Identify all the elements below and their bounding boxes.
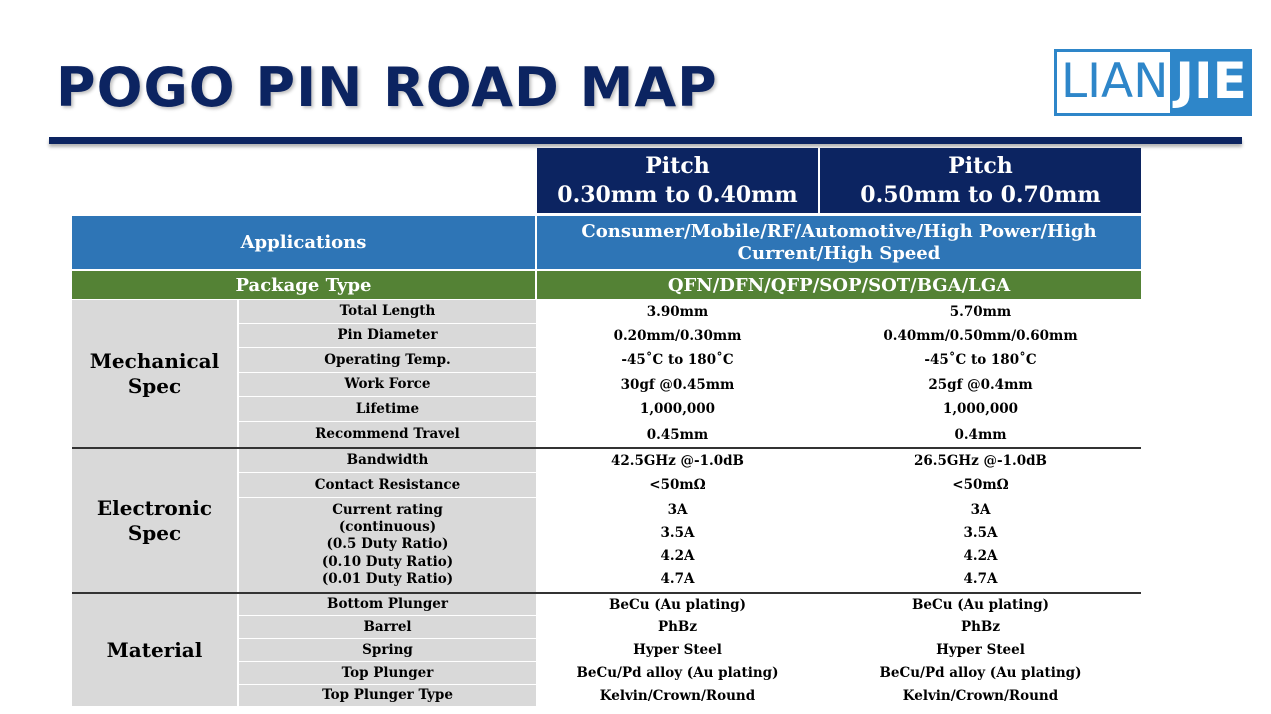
- spec-label-bottom-plunger: Bottom Plunger: [239, 594, 536, 615]
- value-top-plunger-type-a: Kelvin/Crown/Round: [599, 687, 756, 704]
- logo-text-lian: LIAN: [1054, 49, 1170, 116]
- mechanical-spec-group: Mechanical Spec: [72, 300, 237, 447]
- material-group: Material: [72, 594, 237, 706]
- spec-label-contact-resistance: Contact Resistance: [239, 473, 536, 497]
- value-contact-resistance-b: <50mΩ: [952, 477, 1009, 493]
- spec-label-total-length: Total Length: [239, 300, 536, 323]
- current-value: 3A: [667, 501, 688, 518]
- applications-label: Applications: [72, 216, 535, 269]
- value-work-force-b: 25gf @0.4mm: [928, 376, 1033, 393]
- current-value: 4.7A: [660, 571, 695, 588]
- value-top-plunger-type-b: Kelvin/Crown/Round: [902, 687, 1059, 704]
- value-current-rating-b: [820, 498, 1141, 592]
- electronic-spec-group: Electronic Spec: [72, 449, 237, 592]
- spec-label-barrel: Barrel: [239, 616, 536, 638]
- current-value: 4.2A: [963, 548, 998, 565]
- current-value: 4.2A: [660, 548, 695, 565]
- company-logo: [1054, 49, 1252, 116]
- value-total-length-a: 3.90mm: [646, 303, 709, 320]
- value-pin-diameter-b: 0.40mm/0.50mm/0.60mm: [883, 327, 1078, 344]
- current-value: 3.5A: [963, 524, 998, 541]
- column-header-pitch-small: [537, 148, 818, 213]
- column-header-line1: Pitch: [645, 152, 710, 179]
- value-top-plunger-a: BeCu/Pd alloy (Au plating): [576, 665, 779, 681]
- current-rating-line: (0.5 Duty Ratio): [326, 536, 449, 553]
- spec-label-recommend-travel: Recommend Travel: [239, 422, 536, 447]
- column-header-line2: 0.30mm to 0.40mm: [557, 181, 798, 208]
- value-top-plunger-b: BeCu/Pd alloy (Au plating): [879, 665, 1082, 681]
- package-type-label: Package Type: [72, 271, 535, 299]
- value-contact-resistance-a: <50mΩ: [649, 477, 706, 493]
- value-bandwidth-b: 26.5GHz @-1.0dB: [914, 452, 1047, 469]
- logo-text-jie: JIE: [1170, 49, 1251, 116]
- spec-label-lifetime: Lifetime: [239, 397, 536, 421]
- current-value: 4.7A: [963, 571, 998, 588]
- spec-label-top-plunger: Top Plunger: [239, 662, 536, 684]
- package-type-value: QFN/DFN/QFP/SOP/SOT/BGA/LGA: [537, 271, 1141, 299]
- value-spring-b: Hyper Steel: [936, 642, 1025, 658]
- column-header-line1: Pitch: [948, 152, 1013, 179]
- value-lifetime-a: 1,000,000: [639, 401, 716, 417]
- spec-label-pin-diameter: Pin Diameter: [239, 324, 536, 347]
- value-bottom-plunger-a: BeCu (Au plating): [609, 596, 746, 613]
- value-operating-temp-a: -45˚C to 180˚C: [621, 352, 734, 368]
- current-rating-line: Current rating: [332, 502, 443, 519]
- value-pin-diameter-a: 0.20mm/0.30mm: [613, 327, 742, 344]
- current-rating-line: (continuous): [338, 519, 437, 536]
- value-bottom-plunger-b: BeCu (Au plating): [912, 596, 1049, 613]
- value-current-rating-a: [537, 498, 818, 592]
- value-lifetime-b: 1,000,000: [942, 401, 1019, 417]
- value-recommend-travel-a: 0.45mm: [646, 426, 709, 443]
- current-rating-line: (0.10 Duty Ratio): [321, 553, 454, 570]
- spec-label-operating-temp: Operating Temp.: [239, 348, 536, 372]
- spec-label-top-plunger-type: Top Plunger Type: [239, 685, 536, 706]
- value-bandwidth-a: 42.5GHz @-1.0dB: [611, 452, 744, 469]
- spec-label-current-rating: [239, 498, 536, 592]
- value-total-length-b: 5.70mm: [949, 303, 1012, 320]
- column-header-line2: 0.50mm to 0.70mm: [860, 181, 1101, 208]
- current-value: 3A: [970, 501, 991, 518]
- spec-label-bandwidth: Bandwidth: [239, 449, 536, 472]
- value-recommend-travel-b: 0.4mm: [954, 426, 1007, 443]
- value-spring-a: Hyper Steel: [633, 642, 722, 658]
- value-operating-temp-b: -45˚C to 180˚C: [924, 352, 1037, 368]
- column-header-pitch-large: [820, 148, 1141, 213]
- spec-label-spring: Spring: [239, 639, 536, 661]
- spec-label-work-force: Work Force: [239, 373, 536, 396]
- current-rating-line: (0.01 Duty Ratio): [321, 570, 454, 587]
- value-barrel-a: PhBz: [657, 619, 698, 635]
- applications-value: Consumer/Mobile/RF/Automotive/High Power/High Current/High Speed: [537, 216, 1141, 269]
- current-value: 3.5A: [660, 524, 695, 541]
- page-title: POGO PIN ROAD MAP: [56, 56, 718, 119]
- value-work-force-a: 30gf @0.45mm: [620, 376, 735, 393]
- value-barrel-b: PhBz: [960, 619, 1001, 635]
- title-divider: [49, 137, 1242, 144]
